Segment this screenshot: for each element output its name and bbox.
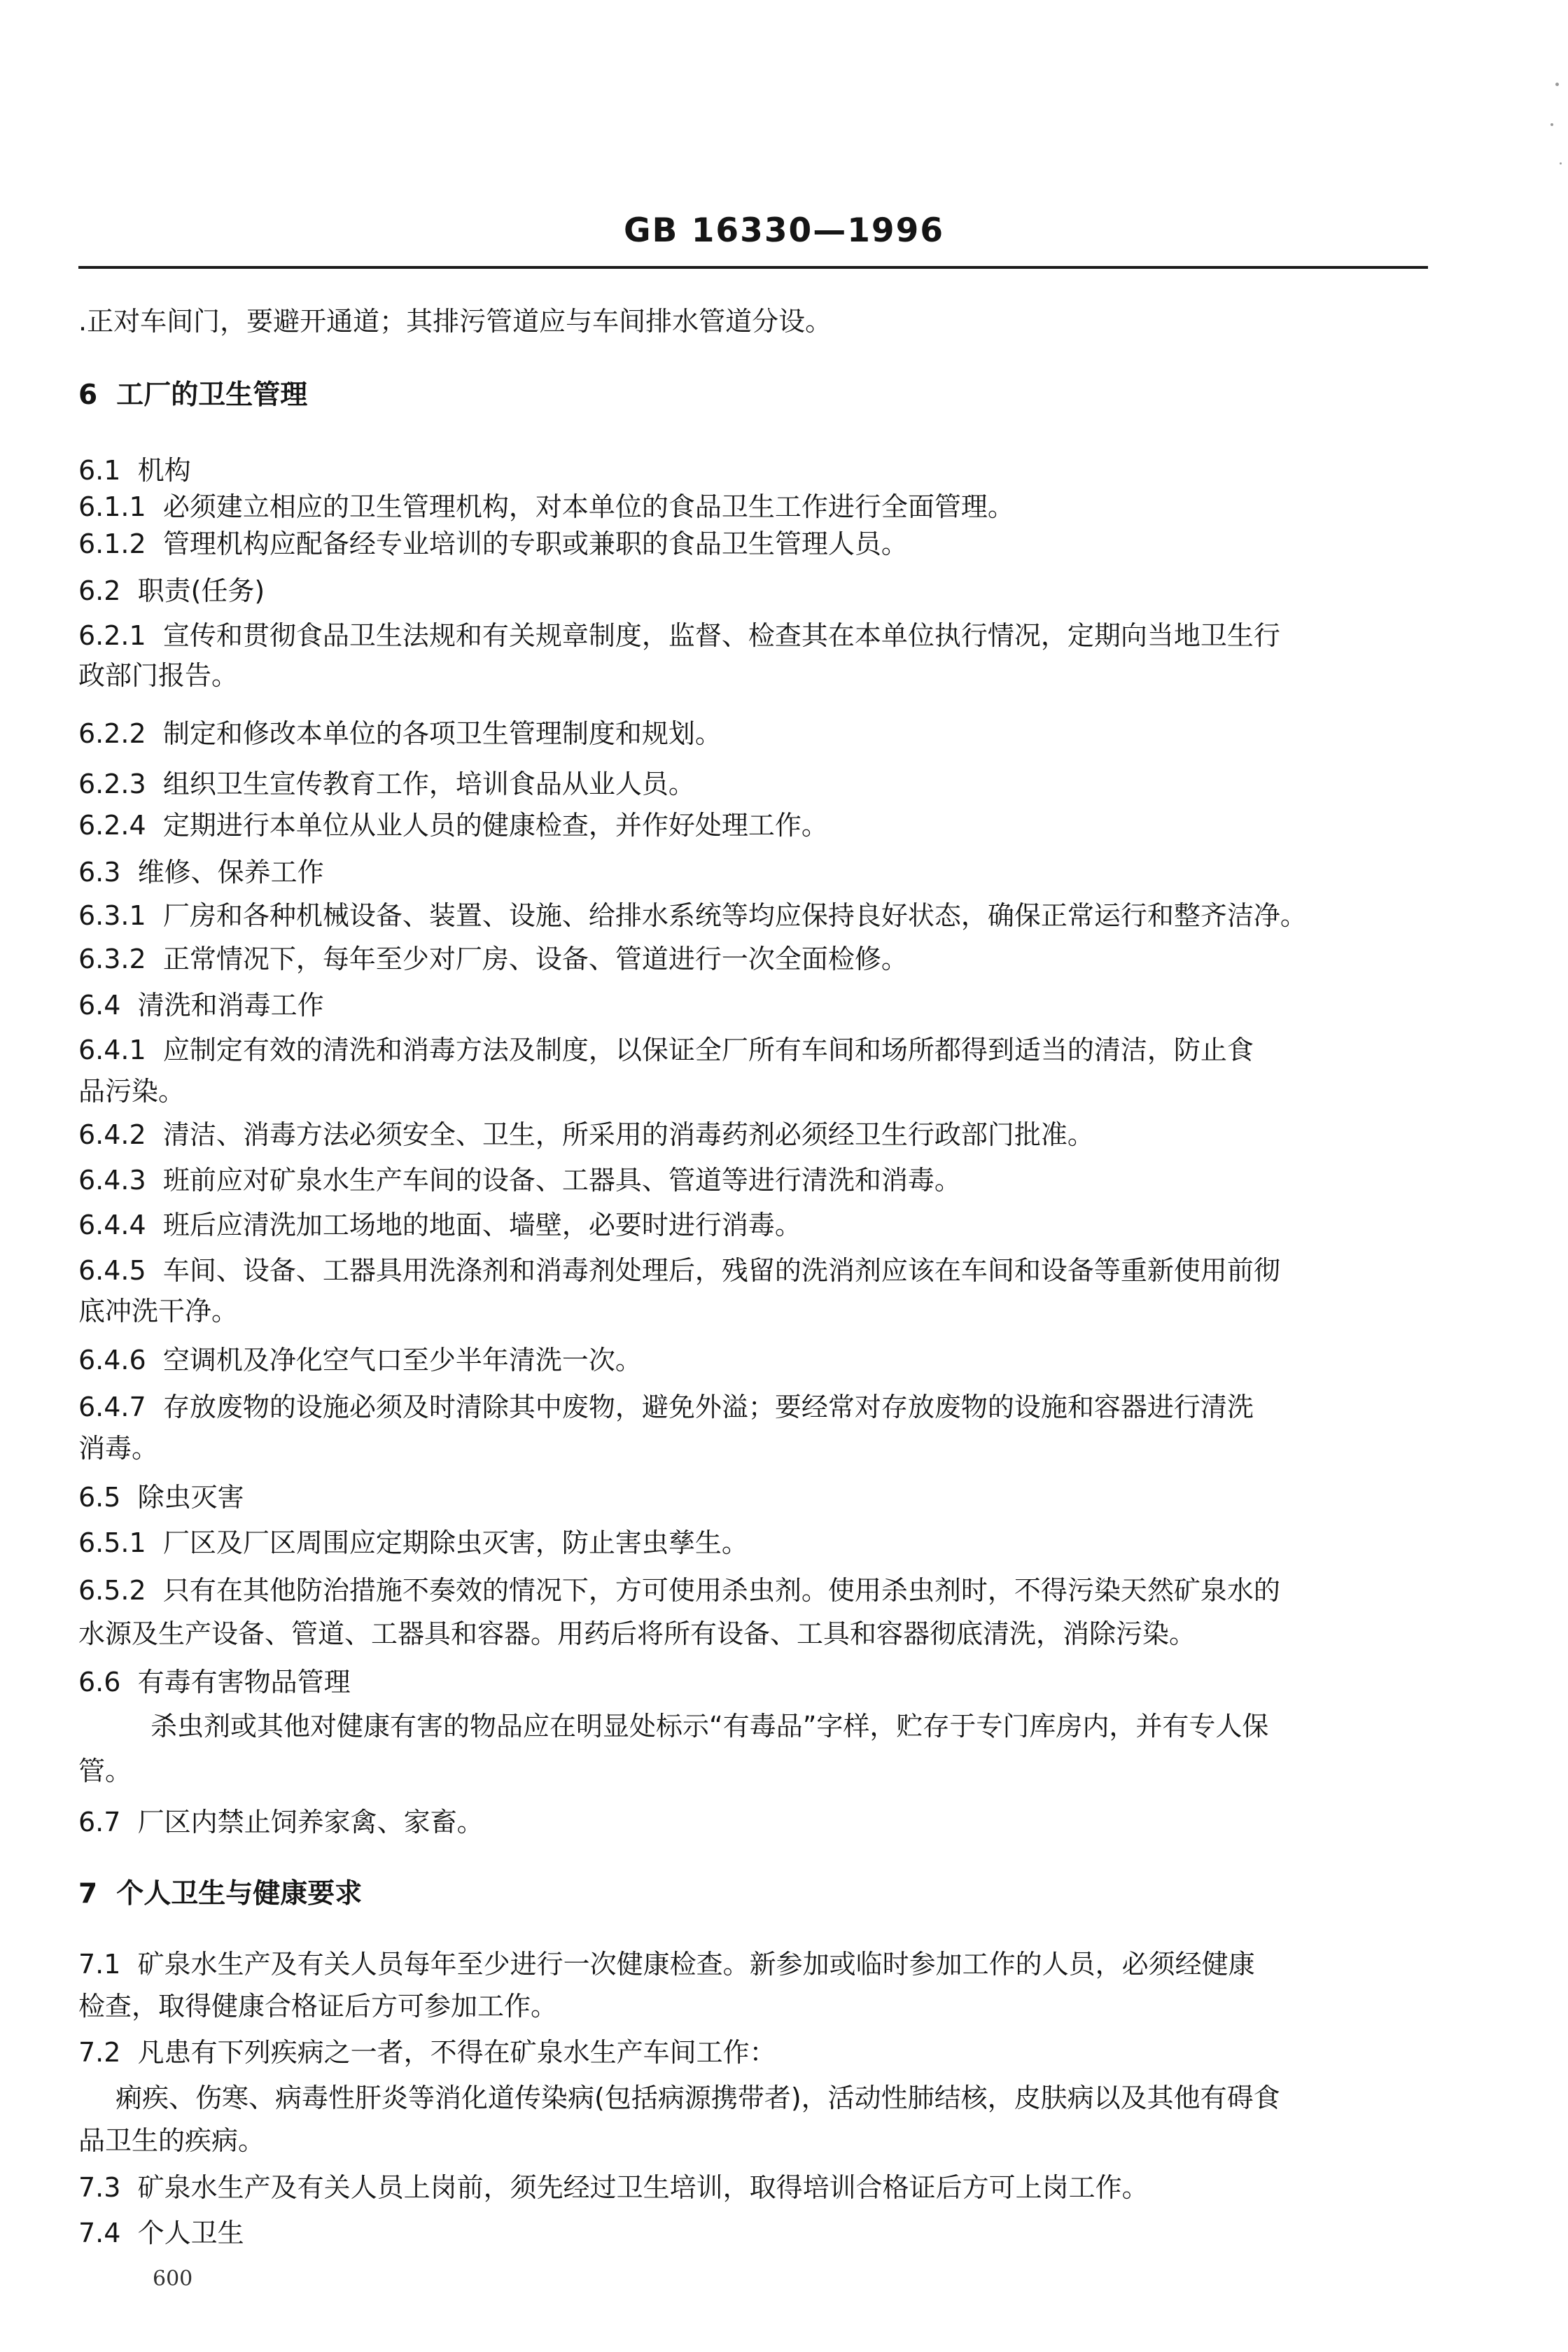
- text-line: 6.2.2 制定和修改本单位的各项卫生管理制度和规划。: [78, 718, 722, 749]
- text-line: 6.4.5 车间、设备、工器具用洗涤剂和消毒剂处理后，残留的洗消剂应该在车间和设备等重新使用前彻: [78, 1255, 1280, 1286]
- text-line: 6.6 有毒有害物品管理: [78, 1667, 351, 1698]
- text-line: 6.5 除虫灭害: [78, 1482, 244, 1513]
- scan-speck: [1550, 123, 1553, 126]
- text-line: 6.2.1 宣传和贯彻食品卫生法规和有关规章制度，监督、检查其在本单位执行情况，定期向当地卫生行: [78, 620, 1280, 651]
- section-heading: 7 个人卫生与健康要求: [78, 1878, 363, 1910]
- section-heading: 6 工厂的卫生管理: [78, 379, 308, 411]
- text-line: 品卫生的疾病。: [78, 2125, 265, 2156]
- text-line: 6.7 厂区内禁止饲养家禽、家畜。: [78, 1807, 484, 1837]
- page-number: 600: [153, 2267, 193, 2291]
- text-line: 6.3.1 厂房和各种机械设备、装置、设施、给排水系统等均应保持良好状态，确保正常运行和整齐洁净。: [78, 900, 1307, 931]
- text-line: 检查，取得健康合格证后方可参加工作。: [78, 1991, 558, 2022]
- scan-speck: [1560, 162, 1562, 164]
- text-line: 6.3.2 正常情况下，每年至少对厂房、设备、管道进行一次全面检修。: [78, 944, 908, 974]
- text-line: 管。: [78, 1756, 132, 1786]
- text-line: 6.4.6 空调机及净化空气口至少半年清洗一次。: [78, 1345, 642, 1376]
- text-line: 6.4.2 清洁、消毒方法必须安全、卫生，所采用的消毒药剂必须经卫生行政部门批准。: [78, 1119, 1094, 1150]
- text-line: 6.4.3 班前应对矿泉水生产车间的设备、工器具、管道等进行清洗和消毒。: [78, 1165, 961, 1196]
- text-line: 7.4 个人卫生: [78, 2218, 244, 2248]
- standard-header: GB 16330—1996: [623, 211, 945, 250]
- text-line: 痢疾、伤寒、病毒性肝炎等消化道传染病(包括病源携带者)，活动性肺结核，皮肤病以及其他有碍食: [115, 2082, 1280, 2113]
- text-line: 6.4.1 应制定有效的清洗和消毒方法及制度，以保证全厂所有车间和场所都得到适当的清洁，防止食: [78, 1035, 1254, 1065]
- text-line: 6.1.2 管理机构应配备经专业培训的专职或兼职的食品卫生管理人员。: [78, 528, 908, 559]
- text-line: 7.1 矿泉水生产及有关人员每年至少进行一次健康检查。新参加或临时参加工作的人员，必须经健康: [78, 1949, 1255, 1980]
- text-line: .正对车间门，要避开通道；其排污管道应与车间排水管道分设。: [78, 306, 832, 337]
- text-line: 消毒。: [78, 1433, 159, 1464]
- text-line: 6.2 职责(任务): [78, 575, 265, 606]
- text-line: 杀虫剂或其他对健康有害的物品应在明显处标示“有毒品”字样，贮存于专门库房内，并有专人保: [150, 1711, 1269, 1742]
- text-line: 7.2 凡患有下列疾病之一者，不得在矿泉水生产车间工作：: [78, 2037, 776, 2068]
- text-line: 底冲洗干净。: [78, 1296, 239, 1326]
- text-line: 6.4.4 班后应清洗加工场地的地面、墙壁，必要时进行消毒。: [78, 1210, 802, 1240]
- text-line: 水源及生产设备、管道、工器具和容器。用药后将所有设备、工具和容器彻底清洗，消除污染。: [78, 1618, 1196, 1649]
- text-line: 品污染。: [78, 1076, 186, 1107]
- text-line: 7.3 矿泉水生产及有关人员上岗前，须先经过卫生培训，取得培训合格证后方可上岗工作。: [78, 2172, 1149, 2203]
- text-line: 6.5.1 厂区及厂区周围应定期除虫灭害，防止害虫孳生。: [78, 1527, 748, 1558]
- text-line: 政部门报告。: [78, 660, 239, 691]
- text-line: 6.2.3 组织卫生宣传教育工作，培训食品从业人员。: [78, 769, 695, 799]
- text-line: 6.1.1 必须建立相应的卫生管理机构，对本单位的食品卫生工作进行全面管理。: [78, 491, 1014, 522]
- text-line: 6.2.4 定期进行本单位从业人员的健康检查，并作好处理工作。: [78, 810, 828, 841]
- text-line: 6.4 清洗和消毒工作: [78, 990, 324, 1021]
- header-rule: [78, 266, 1428, 269]
- text-line: 6.4.7 存放废物的设施必须及时清除其中废物，避免外溢；要经常对存放废物的设施和容器进行清洗: [78, 1392, 1254, 1422]
- text-line: 6.3 维修、保养工作: [78, 857, 324, 888]
- text-line: 6.1 机构: [78, 455, 191, 486]
- scan-speck: [1555, 83, 1559, 86]
- text-line: 6.5.2 只有在其他防治措施不奏效的情况下，方可使用杀虫剂。使用杀虫剂时，不得污染天然矿泉水的: [78, 1575, 1280, 1606]
